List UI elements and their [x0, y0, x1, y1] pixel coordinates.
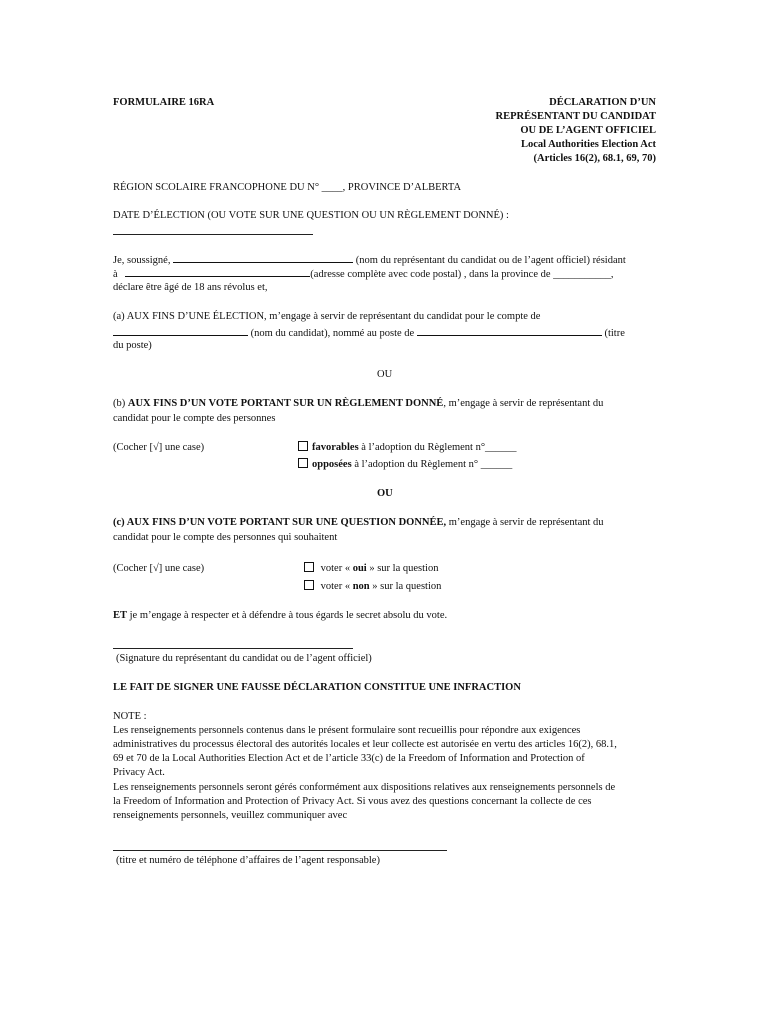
vote-no-option[interactable]: [304, 580, 441, 594]
form-title-line-2: REPRÉSENTANT DU CANDIDAT: [495, 111, 656, 122]
section-b-line-1: [113, 397, 603, 411]
favorable-option[interactable]: [298, 441, 517, 455]
agent-contact-field[interactable]: [113, 850, 447, 851]
form-title-line-1: DÉCLARATION D’UN: [549, 97, 656, 108]
form-number: FORMULAIRE 16RA: [113, 97, 215, 108]
form-title-line-3: OU DE L’AGENT OFFICIEL: [520, 125, 656, 136]
candidate-name-field[interactable]: [113, 325, 248, 336]
form-title-articles: (Articles 16(2), 68.1, 69, 70): [533, 153, 656, 164]
declarant-name-field[interactable]: [173, 252, 353, 263]
opposed-checkbox[interactable]: [298, 458, 308, 468]
note-line-6: la Freedom of Information and Protection of Privacy Act. Si vous avez des questions concernant la collecte de ces: [113, 796, 592, 807]
section-c-line-2: candidat pour le compte des personnes qui souhaitent: [113, 532, 338, 543]
favorable-label: favorables: [312, 442, 359, 453]
vote-yes-option[interactable]: [304, 562, 438, 576]
false-declaration-warning: LE FAIT DE SIGNER UNE FAUSSE DÉCLARATION CONSTITUE UNE INFRACTION: [113, 682, 521, 693]
vote-no-pre: voter «: [320, 581, 351, 592]
favorable-checkbox[interactable]: [298, 441, 308, 451]
form-title-act: Local Authorities Election Act: [520, 139, 656, 150]
section-c-check-label: (Cocher [√] une case): [113, 563, 205, 574]
declarant-name-caption: (nom du représentant du candidat ou de l’agent officiel) résidant: [355, 255, 626, 266]
note-label: NOTE :: [113, 711, 147, 722]
section-c-line-1: [113, 516, 604, 530]
pledge-text: je m’engage à respecter et à défendre à tous égards le secret absolu du vote.: [129, 610, 448, 621]
declarant-address-field[interactable]: [125, 266, 310, 277]
pledge-et: ET: [113, 610, 128, 621]
vote-no-post: » sur la question: [372, 581, 442, 592]
note-line-7: renseignements personnels, veuillez communiquer avec: [113, 810, 348, 821]
signature-field[interactable]: [113, 648, 353, 649]
position-caption: (titre: [604, 328, 625, 339]
vote-yes-pre: voter «: [320, 563, 351, 574]
section-c-rest: m’engage à servir de représentant du: [448, 517, 604, 528]
section-c-heading: (c) AUX FINS D’UN VOTE PORTANT SUR UNE QUESTION DONNÉE,: [113, 517, 447, 528]
declarant-line-2: [113, 266, 614, 282]
note-line-5: Les renseignements personnels seront gérés conformément aux dispositions relatives aux renseignements personnels de: [113, 782, 616, 793]
vote-yes-checkbox[interactable]: [304, 562, 314, 572]
region-line: RÉGION SCOLAIRE FRANCOPHONE DU N° ____, PROVINCE D’ALBERTA: [113, 182, 462, 193]
candidate-caption: (nom du candidat), nommé au poste de: [250, 328, 415, 339]
agent-contact-caption: (titre et numéro de téléphone d’affaires de l’agent responsable): [116, 855, 380, 866]
section-a-line-3: du poste): [113, 340, 152, 351]
election-date-label: DATE D’ÉLECTION (OU VOTE SUR UNE QUESTION OU UN RÈGLEMENT DONNÉ) :: [113, 210, 509, 221]
or-separator-2: OU: [377, 488, 393, 499]
vote-no-label: non: [352, 581, 370, 592]
note-line-3: 69 et 70 de la Local Authorities Election Act et de l’article 33(c) de la Freedom of Information and Protection of: [113, 753, 585, 764]
address-prefix: à: [113, 269, 118, 280]
vote-yes-label: oui: [352, 563, 367, 574]
section-b-heading: AUX FINS D’UN VOTE PORTANT SUR UN RÈGLEMENT DONNÉ: [127, 398, 444, 409]
position-title-field[interactable]: [417, 325, 602, 336]
declarant-prefix: Je, soussigné,: [113, 255, 171, 266]
vote-no-checkbox[interactable]: [304, 580, 314, 590]
secrecy-pledge: [113, 609, 447, 623]
declarant-line-3: déclare être âgé de 18 ans révolus et,: [113, 282, 268, 293]
or-separator-1: OU: [377, 369, 393, 380]
vote-yes-post: » sur la question: [369, 563, 439, 574]
opposed-label: opposées: [312, 459, 352, 470]
signature-caption: (Signature du représentant du candidat ou de l’agent officiel): [116, 653, 372, 664]
address-caption: (adresse complète avec code postal) , dans la province de ___________,: [310, 269, 614, 280]
section-b-prefix: (b): [113, 398, 126, 409]
section-a-line-2: [113, 325, 625, 341]
opposed-rest: à l’adoption du Règlement n° ______: [354, 459, 513, 470]
favorable-rest: à l’adoption du Règlement n°______: [361, 442, 517, 453]
note-line-1: Les renseignements personnels contenus dans le présent formulaire sont recueillis pour répondre aux exigences: [113, 725, 581, 736]
section-b-rest: , m’engage à servir de représentant du: [443, 398, 604, 409]
section-b-line-2: candidat pour le compte des personnes: [113, 413, 276, 424]
note-line-2: administratives du processus électoral des autorités locales et leur collecte est autorisée en vertu des articles 16(2), 68.1,: [113, 739, 617, 750]
section-b-check-label: (Cocher [√] une case): [113, 442, 205, 453]
opposed-option[interactable]: [298, 458, 512, 472]
note-line-4: Privacy Act.: [113, 767, 165, 778]
election-date-field[interactable]: [113, 234, 313, 235]
section-a-line-1: (a) AUX FINS D’UNE ÉLECTION, m’engage à servir de représentant du candidat pour le compte de: [113, 311, 541, 322]
